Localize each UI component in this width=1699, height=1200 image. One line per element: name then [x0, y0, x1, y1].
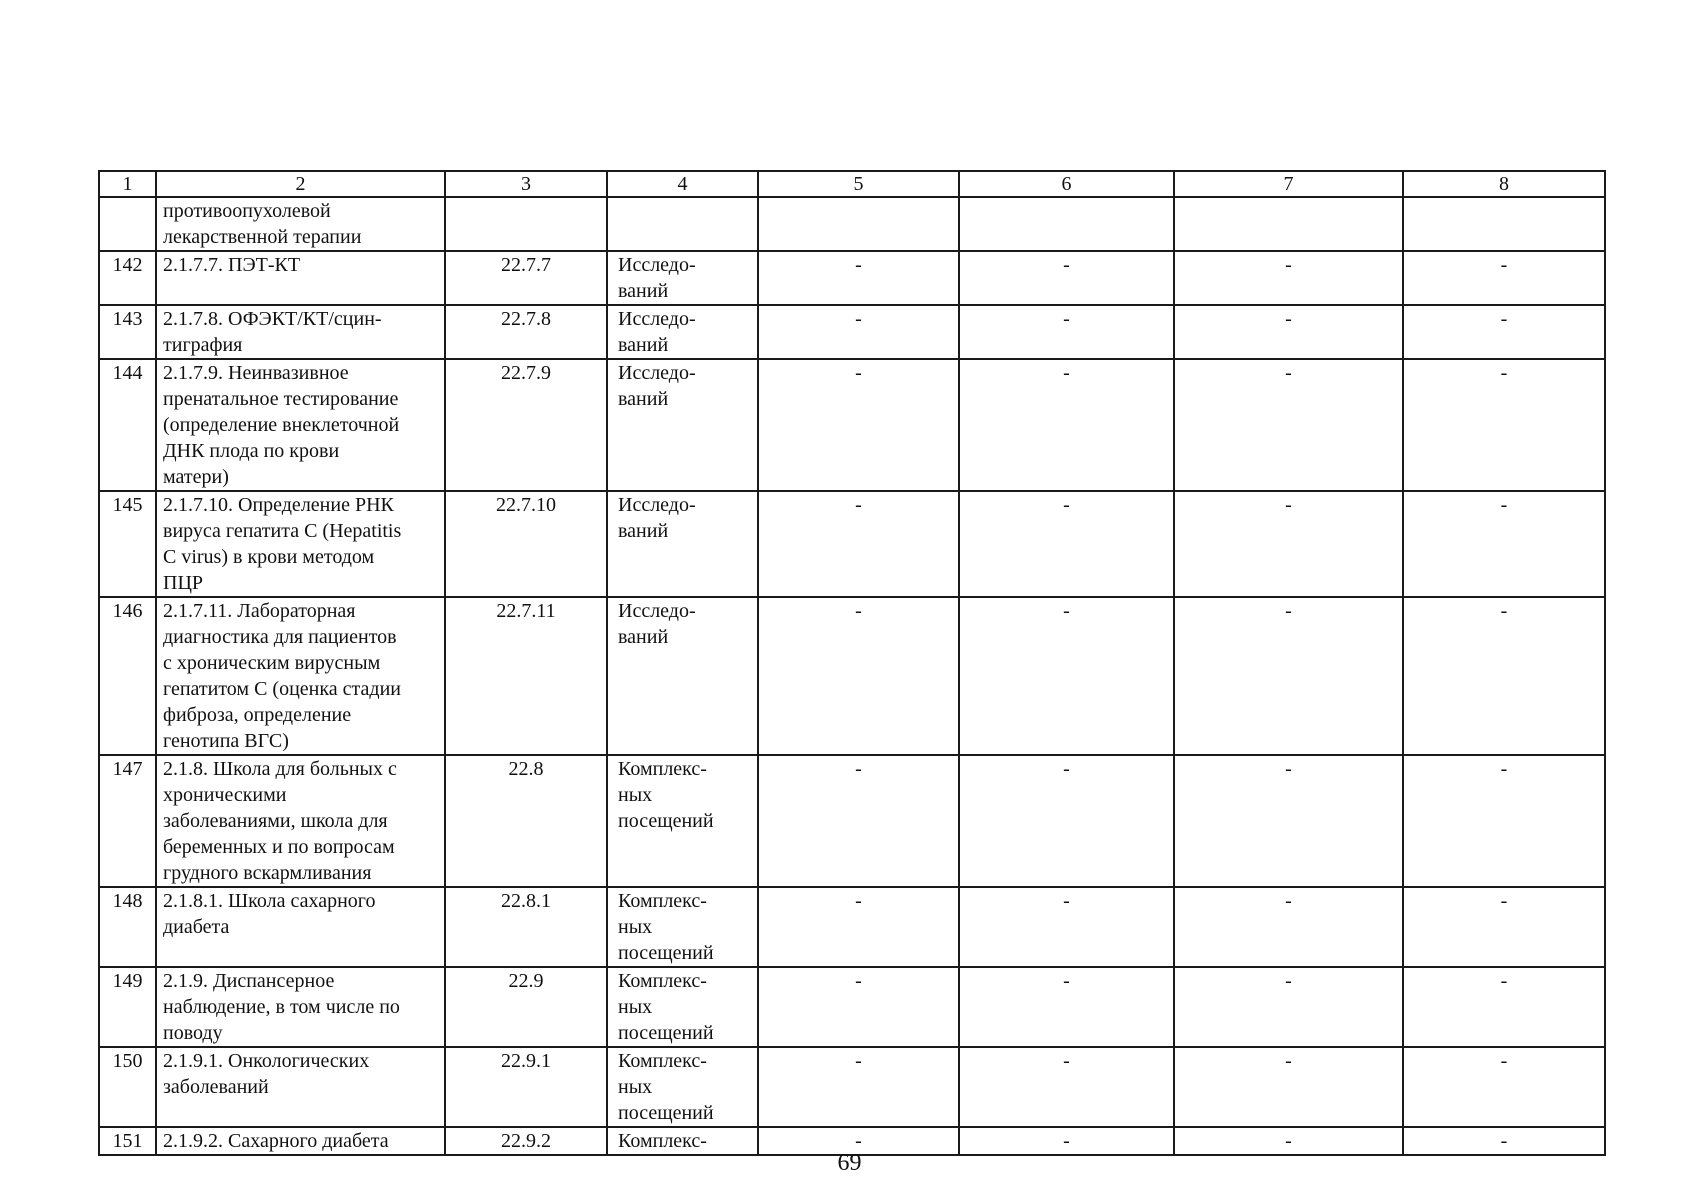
row-name-cell — [156, 251, 445, 305]
cell-line: Комплекс- — [618, 890, 707, 912]
cell-line: поводу — [163, 1022, 223, 1044]
column-header-6: 6 — [959, 171, 1174, 197]
row-name-cell — [156, 1047, 445, 1127]
table-row — [99, 251, 1605, 305]
column-header-4: 4 — [607, 171, 758, 197]
row-value-cell-5: - — [758, 359, 959, 491]
cell-line: Исследо- — [618, 362, 696, 384]
row-name-cell — [156, 491, 445, 597]
row-number-cell: 143 — [99, 305, 156, 359]
cell-line: тиграфия — [163, 334, 243, 356]
row-value-cell-6: - — [959, 1127, 1174, 1155]
row-unit-cell — [607, 597, 758, 755]
row-value-cell-6: - — [959, 305, 1174, 359]
row-unit-cell — [607, 1047, 758, 1127]
row-value-cell-7 — [1174, 197, 1403, 251]
cell-line: Исследо- — [618, 600, 696, 622]
table-row — [99, 305, 1605, 359]
page-number: 69 — [837, 1150, 862, 1176]
row-value-cell-7: - — [1174, 967, 1403, 1047]
cell-line: ных — [618, 996, 653, 1018]
cell-line: 2.1.8.1. Школа сахарного — [163, 890, 376, 912]
cell-line: ДНК плода по крови — [163, 440, 340, 462]
cell-line: Комплекс- — [618, 970, 707, 992]
cell-line: грудного вскармливания — [163, 862, 372, 884]
row-value-cell-8: - — [1403, 305, 1605, 359]
row-value-cell-5 — [758, 197, 959, 251]
row-code-cell: 22.9.1 — [445, 1047, 607, 1127]
row-code-cell: 22.7.11 — [445, 597, 607, 755]
row-code-cell: 22.8.1 — [445, 887, 607, 967]
row-value-cell-6: - — [959, 491, 1174, 597]
cell-line: 2.1.9.2. Сахарного диабета — [163, 1130, 389, 1152]
column-header-8: 8 — [1403, 171, 1605, 197]
cell-line: ваний — [618, 388, 669, 410]
cell-line: пренатальное тестирование — [163, 388, 399, 410]
row-name-cell — [156, 967, 445, 1047]
cell-line: Комплекс- — [618, 1130, 707, 1152]
cell-line: вируса гепатита С (Hepatitis — [163, 520, 402, 542]
header-row — [99, 171, 1605, 197]
cell-line: матери) — [163, 466, 229, 488]
row-value-cell-5: - — [758, 755, 959, 887]
column-header-3: 3 — [445, 171, 607, 197]
row-value-cell-6: - — [959, 597, 1174, 755]
cell-line: посещений — [618, 810, 714, 832]
cell-line: противоопухолевой — [163, 200, 331, 222]
row-number-cell — [99, 197, 156, 251]
row-code-cell — [445, 197, 607, 251]
cell-line: посещений — [618, 1102, 714, 1124]
cell-line: заболеваниями, школа для — [163, 810, 388, 832]
cell-line: 2.1.7.9. Неинвазивное — [163, 362, 349, 384]
row-value-cell-8: - — [1403, 1127, 1605, 1155]
column-header-5: 5 — [758, 171, 959, 197]
table-row — [99, 1047, 1605, 1127]
cell-line: (определение внеклеточной — [163, 414, 400, 436]
row-value-cell-5: - — [758, 251, 959, 305]
row-value-cell-6 — [959, 197, 1174, 251]
cell-line: ваний — [618, 334, 669, 356]
row-value-cell-7: - — [1174, 359, 1403, 491]
row-value-cell-5: - — [758, 1047, 959, 1127]
row-value-cell-8: - — [1403, 1047, 1605, 1127]
row-value-cell-8 — [1403, 197, 1605, 251]
row-value-cell-7: - — [1174, 1127, 1403, 1155]
row-name-cell — [156, 887, 445, 967]
row-value-cell-8: - — [1403, 887, 1605, 967]
row-name-cell — [156, 197, 445, 251]
row-unit-cell — [607, 305, 758, 359]
row-value-cell-7: - — [1174, 251, 1403, 305]
row-value-cell-5: - — [758, 887, 959, 967]
cell-line: ваний — [618, 520, 669, 542]
cell-line: Комплекс- — [618, 758, 707, 780]
table-row — [99, 491, 1605, 597]
cell-line: ваний — [618, 626, 669, 648]
row-unit-cell — [607, 197, 758, 251]
row-number-cell: 145 — [99, 491, 156, 597]
row-code-cell: 22.7.9 — [445, 359, 607, 491]
row-code-cell: 22.9 — [445, 967, 607, 1047]
row-value-cell-5: - — [758, 491, 959, 597]
cell-line: фиброза, определение — [163, 704, 352, 726]
row-value-cell-6: - — [959, 251, 1174, 305]
cell-line: Исследо- — [618, 494, 696, 516]
row-unit-cell — [607, 359, 758, 491]
row-unit-cell — [607, 491, 758, 597]
row-value-cell-7: - — [1174, 305, 1403, 359]
cell-line: 2.1.7.8. ОФЭКТ/КТ/сцин- — [163, 308, 382, 330]
cell-line: ПЦР — [163, 572, 204, 594]
row-number-cell: 148 — [99, 887, 156, 967]
row-number-cell: 149 — [99, 967, 156, 1047]
row-number-cell: 142 — [99, 251, 156, 305]
cell-line: наблюдение, в том числе по — [163, 996, 400, 1018]
cell-line: 2.1.7.7. ПЭТ-КТ — [163, 254, 301, 276]
row-number-cell: 151 — [99, 1127, 156, 1155]
row-code-cell: 22.9.2 — [445, 1127, 607, 1155]
cell-line: генотипа ВГС) — [163, 730, 289, 752]
row-value-cell-5: - — [758, 967, 959, 1047]
row-value-cell-6: - — [959, 359, 1174, 491]
row-value-cell-6: - — [959, 967, 1174, 1047]
row-number-cell: 150 — [99, 1047, 156, 1127]
column-header-7: 7 — [1174, 171, 1403, 197]
cell-line: 2.1.8. Школа для больных с — [163, 758, 397, 780]
row-code-cell: 22.7.7 — [445, 251, 607, 305]
cell-line: 2.1.7.11. Лабораторная — [163, 600, 356, 622]
row-name-cell — [156, 305, 445, 359]
row-value-cell-7: - — [1174, 887, 1403, 967]
row-value-cell-8: - — [1403, 755, 1605, 887]
row-number-cell: 146 — [99, 597, 156, 755]
cell-line: гепатитом С (оценка стадии — [163, 678, 401, 700]
row-value-cell-6: - — [959, 1047, 1174, 1127]
cell-line: С virus) в крови методом — [163, 546, 375, 568]
cell-line: 2.1.9.1. Онкологических — [163, 1050, 370, 1072]
table-row — [99, 359, 1605, 491]
cell-line: с хроническим вирусным — [163, 652, 381, 674]
cell-line: заболеваний — [163, 1076, 269, 1098]
row-name-cell — [156, 597, 445, 755]
cell-line: 2.1.9. Диспансерное — [163, 970, 335, 992]
row-value-cell-7: - — [1174, 1047, 1403, 1127]
cell-line: ваний — [618, 280, 669, 302]
cell-line: 2.1.7.10. Определение РНК — [163, 494, 394, 516]
cell-line: посещений — [618, 942, 714, 964]
row-value-cell-8: - — [1403, 251, 1605, 305]
row-value-cell-6: - — [959, 755, 1174, 887]
cell-line: диабета — [163, 916, 230, 938]
row-value-cell-7: - — [1174, 491, 1403, 597]
cell-line: Исследо- — [618, 254, 696, 276]
row-code-cell: 22.7.8 — [445, 305, 607, 359]
row-value-cell-6: - — [959, 887, 1174, 967]
row-name-cell — [156, 755, 445, 887]
cell-line: посещений — [618, 1022, 714, 1044]
table-row — [99, 887, 1605, 967]
row-code-cell: 22.7.10 — [445, 491, 607, 597]
cell-line: беременных и по вопросам — [163, 836, 395, 858]
row-name-cell — [156, 359, 445, 491]
row-value-cell-5: - — [758, 1127, 959, 1155]
cell-line: хроническими — [163, 784, 287, 806]
data-table — [98, 170, 1606, 1156]
table-row — [99, 197, 1605, 251]
row-value-cell-5: - — [758, 305, 959, 359]
row-code-cell: 22.8 — [445, 755, 607, 887]
row-value-cell-7: - — [1174, 755, 1403, 887]
cell-line: ных — [618, 1076, 653, 1098]
column-header-1: 1 — [99, 171, 156, 197]
row-unit-cell — [607, 967, 758, 1047]
row-number-cell: 147 — [99, 755, 156, 887]
row-value-cell-8: - — [1403, 967, 1605, 1047]
row-unit-cell — [607, 251, 758, 305]
table-row — [99, 597, 1605, 755]
cell-line: Комплекс- — [618, 1050, 707, 1072]
cell-line: Исследо- — [618, 308, 696, 330]
row-number-cell: 144 — [99, 359, 156, 491]
cell-line: ных — [618, 784, 653, 806]
row-value-cell-8: - — [1403, 359, 1605, 491]
row-value-cell-8: - — [1403, 597, 1605, 755]
column-header-2: 2 — [156, 171, 445, 197]
row-unit-cell — [607, 887, 758, 967]
row-value-cell-5: - — [758, 597, 959, 755]
table-row — [99, 755, 1605, 887]
cell-line: диагностика для пациентов — [163, 626, 397, 648]
row-value-cell-8: - — [1403, 491, 1605, 597]
cell-line: ных — [618, 916, 653, 938]
cell-line: лекарственной терапии — [163, 226, 362, 248]
row-value-cell-7: - — [1174, 597, 1403, 755]
table-row — [99, 967, 1605, 1047]
row-unit-cell — [607, 755, 758, 887]
table-body — [99, 197, 1605, 1155]
